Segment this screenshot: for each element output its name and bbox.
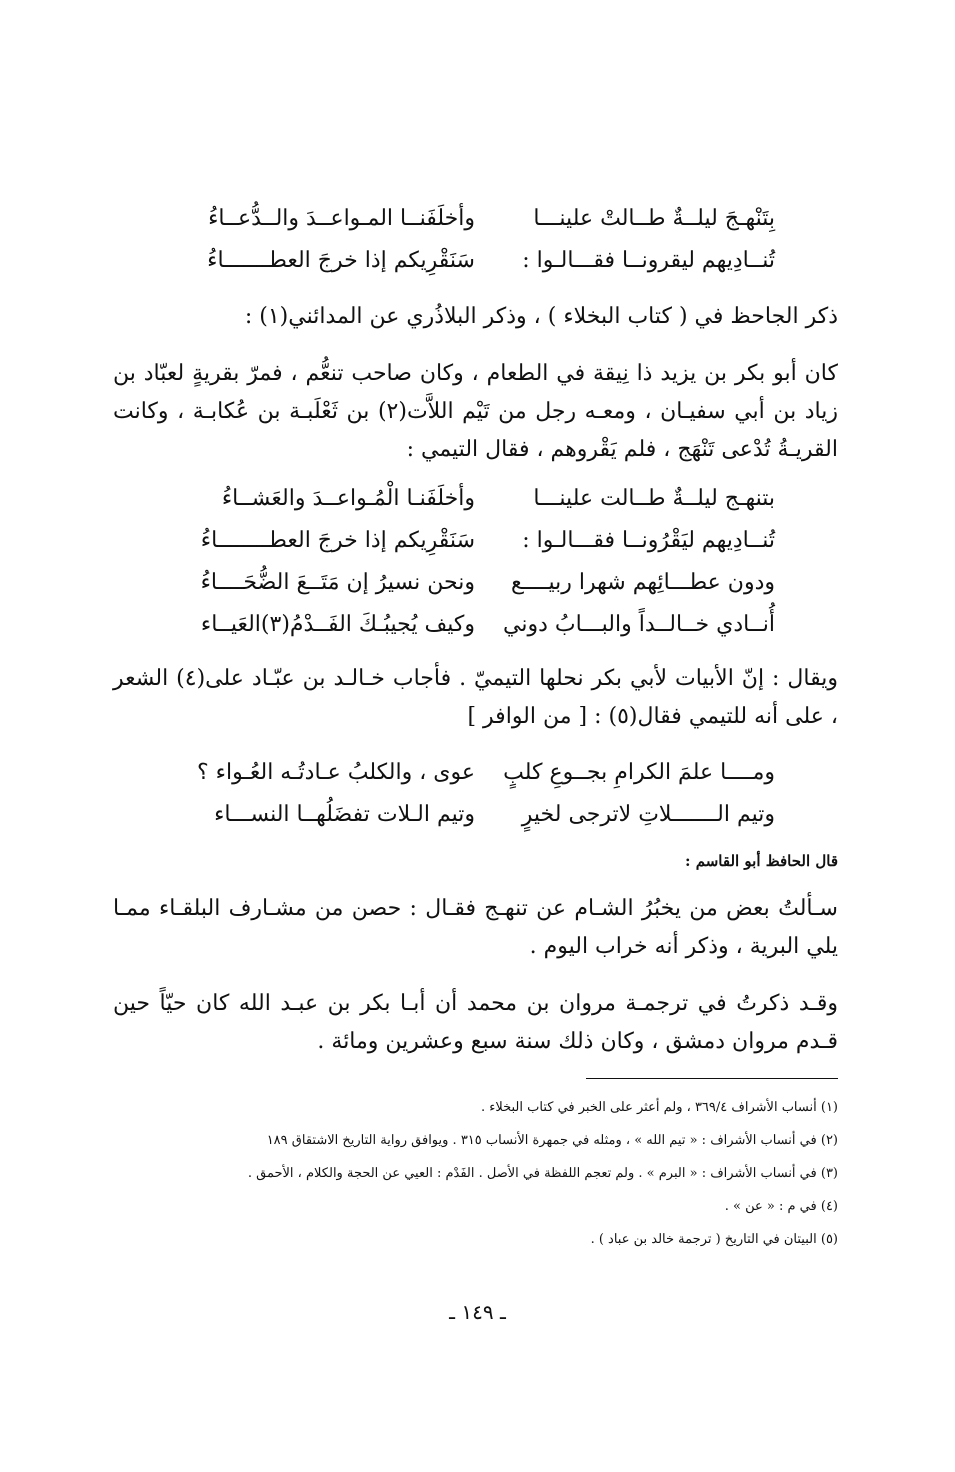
footnote-1: (١) أنساب الأشراف ٣٦٩/٤ ، ولم أعثر على الخبر في كتاب البخلاء .: [480, 1100, 838, 1115]
verse-8-hemistich-1: وتيم الـــــــلاتِ لاترجى لخيرٍ: [521, 802, 775, 827]
verse-2-hemistich-2: سَنَقْرِيكم إذا خرجَ العطـــــــاءُ: [207, 248, 475, 273]
paragraph-source-note: ذكر الجاحظ في ( كتاب البخلاء ) ، وذكر البلاذُري عن المدائني(١) :: [244, 304, 838, 329]
verse-5-hemistich-2: ونحن نسيرُ إن مَتَــعَ الضُّحَــــاءُ: [200, 570, 475, 595]
verse-8-hemistich-2: وتيم الـلات تفضَلُهــا النســـاء: [214, 802, 475, 827]
verse-6-hemistich-1: أُنــادي خــالــداً والبـــابُ دوني: [503, 612, 775, 637]
footnote-divider: [586, 1078, 838, 1079]
paragraph-date: وقـد ذكرتُ في ترجمـة مروان بن محمد أن أبـا بكر بن عبـد الله كان حيّاً حين قـدم مروان دمشق ، وكان ذلك سنة سبع وعشرين ومائة .: [113, 991, 838, 1054]
paragraph-attribution: ويقال : إنّ الأبيات لأبي بكر نحلها التيميّ . فأجاب خـالـد بن عبّـاد على(٤) الشعر ، على أنه للتيمي فقال(٥) : [ من الوافر ]: [113, 666, 838, 729]
footnote-5: (٥) البيتان في التاريخ ( ترجمة خالد بن عباد ) .: [590, 1232, 838, 1247]
verse-6-hemistich-2: وكيف يُجيبُـكَ الفَــدْمُ(٣)العَيــاء: [200, 612, 475, 637]
verse-7-hemistich-1: ومــــا علمَ الكرامِ بجــوعِ كلبٍ: [503, 760, 775, 785]
paragraph-location: سـألتُ بعض من يخبُرُ الشـام عن تنهـج فقـال : حصن من مشـارف البلقـاء ممـا يلي البرية ، وذكر أنه خراب اليوم .: [113, 896, 838, 959]
verse-2-hemistich-1: تُنــادِيهم ليقرونــا فقـــالـوا :: [522, 248, 775, 273]
verse-1-hemistich-2: وأخلَفَنــا المـواعــدَ والــدُّعــاءُ: [208, 206, 475, 231]
verse-5-hemistich-1: ودون عطـــائِهم شهرا ربيــــع: [511, 570, 775, 595]
verse-4-hemistich-1: تُنــادِيهم ليَقْرُونــا فقـــالـوا :: [522, 528, 775, 553]
paragraph-narrative: كان أبو بكر بن يزيد ذا نِيقة في الطعام ، وكان صاحب تنعُّم ، فمرّ بقريةٍ لعبّاد بن زياد بن أبي سفيـان ، ومعـه رجل من تَيْم اللاَّت(٢) بن ثَعْلَبـة بن عُكابـة ، وكانت القريـةُ تُدْعى تَنْهَج ، فلم يَقْروهم ، فقال التيمي :: [113, 361, 838, 462]
verse-4-hemistich-2: سَنَقْرِيكم إذا خرجَ العطــــــــاءُ: [200, 528, 475, 553]
verse-1-hemistich-1: بِتَنْهـجَ ليلــةٌ طــالتْ علينـــا: [533, 206, 775, 231]
footnote-4: (٤) في م : « عن » .: [724, 1199, 838, 1214]
footnote-2: (٢) في أنساب الأشراف : « تيم الله » ، ومثله في جمهرة الأنساب ٣١٥ . ويوافق رواية التاريخ الاشتقاق ١٨٩: [266, 1133, 838, 1148]
page-number: ـ ١٤٩ ـ: [449, 1300, 506, 1324]
verse-3-hemistich-1: بتنهـج ليلــةٌ طــالت علينـــا: [533, 486, 775, 511]
verse-3-hemistich-2: وأخلَفَنـا الْمُـواعــدَ والعَشــاءُ: [221, 486, 475, 511]
section-heading: قال الحافظ أبو القاسم :: [684, 852, 838, 870]
footnote-3: (٣) في أنساب الأشراف : « البرم » . ولم تعجم اللفظة في الأصل . الفَدْم : العيي عن الحجة والكلام ، الأحمق .: [247, 1166, 838, 1181]
verse-7-hemistich-2: عوى ، والكلبُ عـادتُـه العُـواء ؟: [196, 760, 475, 785]
